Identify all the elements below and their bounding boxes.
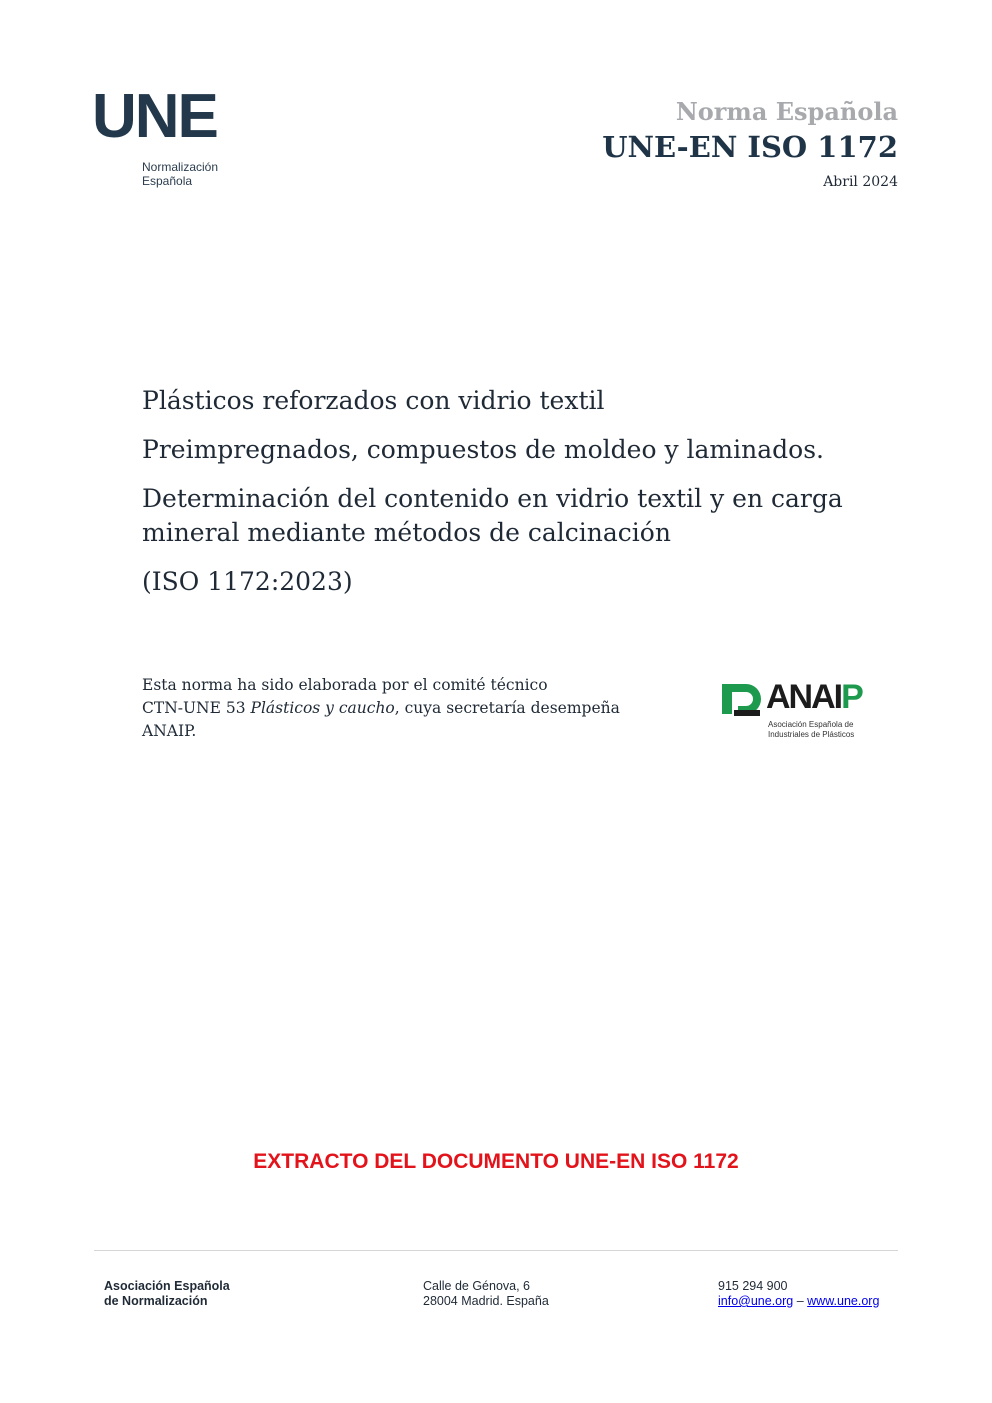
title-line-2: Preimpregnados, compuestos de moldeo y laminados. xyxy=(142,435,824,464)
anaip-wordmark xyxy=(766,678,862,716)
committee-line-3: ANAIP. xyxy=(142,722,197,740)
standard-date: Abril 2024 xyxy=(823,174,898,190)
footer-address xyxy=(423,1279,549,1309)
committee-line-1: Esta norma ha sido elaborada por el comité técnico xyxy=(142,676,548,694)
committee-suffix: , cuya secretaría desempeña xyxy=(394,699,620,717)
une-logo-subtitle-line1: Normalización xyxy=(142,160,219,174)
anaip-logo xyxy=(720,680,880,744)
standard-header xyxy=(602,96,898,190)
une-logo-subtitle-line2: Española xyxy=(142,174,193,188)
footer-phone: 915 294 900 xyxy=(718,1279,788,1293)
une-logo xyxy=(92,82,219,188)
footer-email-link[interactable]: info@une.org xyxy=(718,1294,794,1308)
footer-org-line2: de Normalización xyxy=(104,1294,208,1308)
footer-org-line1: Asociación Española xyxy=(104,1279,230,1293)
title-line-1: Plásticos reforzados con vidrio textil xyxy=(142,386,605,415)
extract-notice: EXTRACTO DEL DOCUMENTO UNE-EN ISO 1172 xyxy=(253,1150,739,1173)
anaip-symbol-icon xyxy=(720,680,766,720)
anaip-subtitle-line1: Asociación Española de xyxy=(768,720,854,729)
footer-separator: – xyxy=(793,1294,808,1308)
committee-name: Plásticos y caucho xyxy=(250,699,395,717)
anaip-subtitle-line2: Industriales de Plásticos xyxy=(768,730,855,739)
committee-code: CTN-UNE 53 xyxy=(142,699,251,717)
footer-address-line2: 28004 Madrid. España xyxy=(423,1294,549,1308)
footer-contact xyxy=(718,1279,879,1309)
une-logo-wordmark: UNE xyxy=(92,82,217,151)
footer-divider xyxy=(94,1250,898,1251)
footer-address-line1: Calle de Génova, 6 xyxy=(423,1279,531,1293)
committee-line-2 xyxy=(142,697,682,720)
footer-organization xyxy=(104,1279,230,1309)
title-line-4: (ISO 1172:2023) xyxy=(142,567,353,596)
anaip-wordmark-main: ANAI xyxy=(766,678,842,716)
title-line-3: Determinación del contenido en vidrio textil y en carga mineral mediante métodos de calcinación xyxy=(142,484,843,547)
document-titles xyxy=(142,384,902,614)
standard-code: UNE-EN ISO 1172 xyxy=(602,130,898,164)
une-logo-subtitle xyxy=(142,160,218,188)
anaip-subtitle xyxy=(768,720,878,740)
footer-website-link[interactable]: www.une.org xyxy=(807,1294,880,1308)
standard-label: Norma Española xyxy=(675,97,898,126)
anaip-wordmark-end: P xyxy=(841,678,862,716)
committee-note xyxy=(142,674,682,743)
